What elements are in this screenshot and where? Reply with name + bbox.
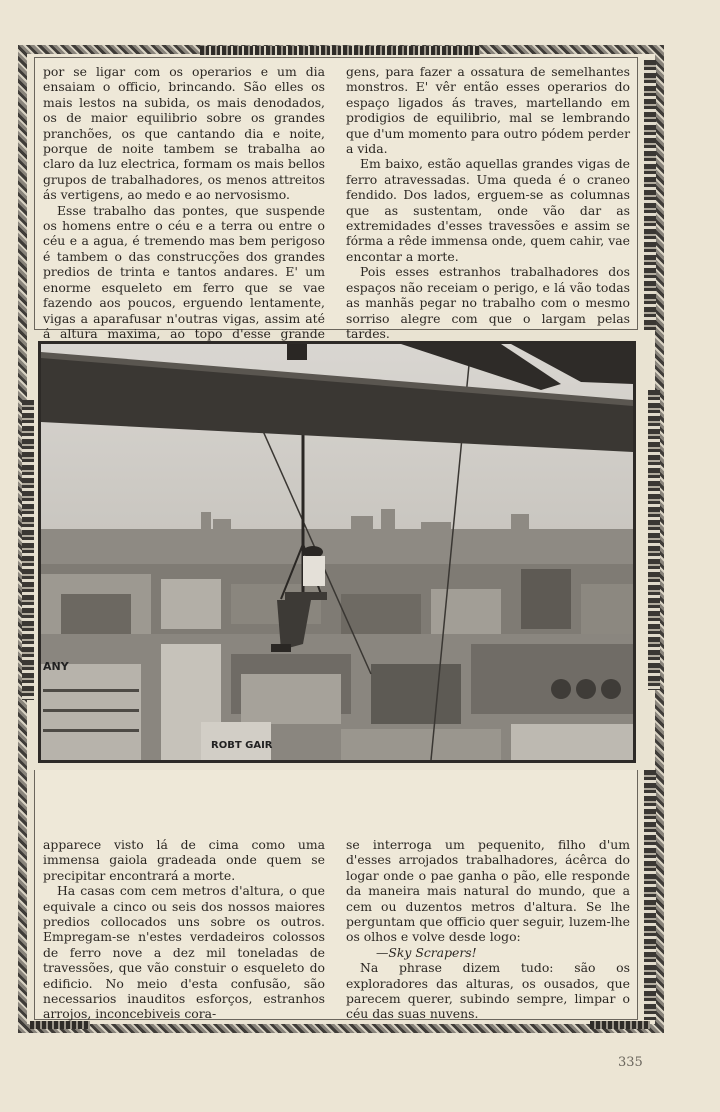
side-ornament-left [22,400,34,700]
photograph-ironworker-over-new-york [38,341,636,763]
bottom-ornament-left [30,1021,90,1029]
side-ornament-right-top [644,60,656,330]
bottom-text-block [34,770,638,1020]
text-column-top-left [43,64,325,357]
quote-line: —Sky Scrapers! [376,944,477,960]
top-ornament-band [200,46,480,55]
page-number: 335 [618,1055,643,1070]
text-column-bottom-left [43,837,325,1022]
paragraph: por se ligar com os operarios e um dia ensaiam o officio, brincando. São elles os mais lestos na subida, os mais denodados, os de maior equilibrio sobre os grandes pranchões, os que cantando dia e noite, porque de noite tambem se trabalha ao claro da luz electrica, formam os mais bellos grupos de trabalhadores, os menos attreitos ás vertigens, ao medo e ao nervosismo. [43,64,325,203]
text-column-bottom-right [346,837,630,1022]
paragraph: Na phrase dizem tudo: são os exploradores das alturas, os ousados, que parecem querer, subindo sempre, limpar o céu das suas nuvens. [346,960,630,1022]
side-ornament-right-mid [648,390,660,690]
paragraph: se interroga um pequenito, filho d'um d'esses arrojados trabalhadores, ácêrca do logar onde o pae ganha o pão, elle responde da maneira mais natural do mundo, que a cem ou duzentos metros d'altura. Se lhe perguntam que officio quer seguir, luzem-lhe os olhos e volve desde logo: [346,837,630,945]
text-column-top-right [346,64,630,388]
city-buildings [41,564,633,760]
paragraph: Ha casas com cem metros d'altura, o que equivale a cinco ou seis dos nossos maiores predios collocados uns sobre os outros. Empregam-se n'estes verdadeiros colossos de ferro nove a dez mil toneladas de travessões, que vão constuir o esqueleto do edificio. No meio d'esta confusão, são necessarios inauditos esforços, estranhos arrojos, inconcebiveis cora- [43,883,325,1022]
bottom-ornament-right [590,1021,650,1029]
paragraph: Em baixo, estão aquellas grandes vigas de ferro atravessadas. Uma queda é o craneo fendido. Dos lados, erguem-se as columnas que as sustentam, onde vão dar as extremidades d'esses travessões e assim se fórma a rêde immensa onde, quem cahir, vae encontar a morte. [346,156,630,264]
photo-illustration [41,344,633,760]
paragraph: gens, para fazer a ossatura de semelhantes monstros. E' vêr então esses operarios do espaço ligados ás traves, martellando em prodigios de equilibrio, mal se lembrando que d'um momento para outro pódem perder a vida. [346,64,630,157]
paragraph: Pois esses estranhos trabalhadores dos espaços não receiam o perigo, e lá vão todas as manhãs pegar no trabalho com o mesmo sorriso alegre com que o largam pelas tardes. [346,264,630,341]
building-sign-left: ANY [43,660,69,673]
paragraph: Esse trabalho das pontes, que suspende os homens entre o céu e a terra ou entre o céu e a agua, é tremendo mas bem perigoso é tambem o das construcções dos grandes predios de trinta e tantos andares. E' um enorme esqueleto em ferro que se vae fazendo aos poucos, erguendo lentamente, vigas a aparafusar n'outras vigas, assim até á altura maxima, ao topo d'esse grande [43,202,325,341]
side-ornament-right-bottom [644,770,656,1020]
building-sign-right: ROBT GAIR [211,740,273,751]
top-text-block [34,57,638,341]
paragraph: apparece visto lá de cima como uma immensa gaiola gradeada onde quem se precipitar encontrará a morte. [43,837,325,883]
